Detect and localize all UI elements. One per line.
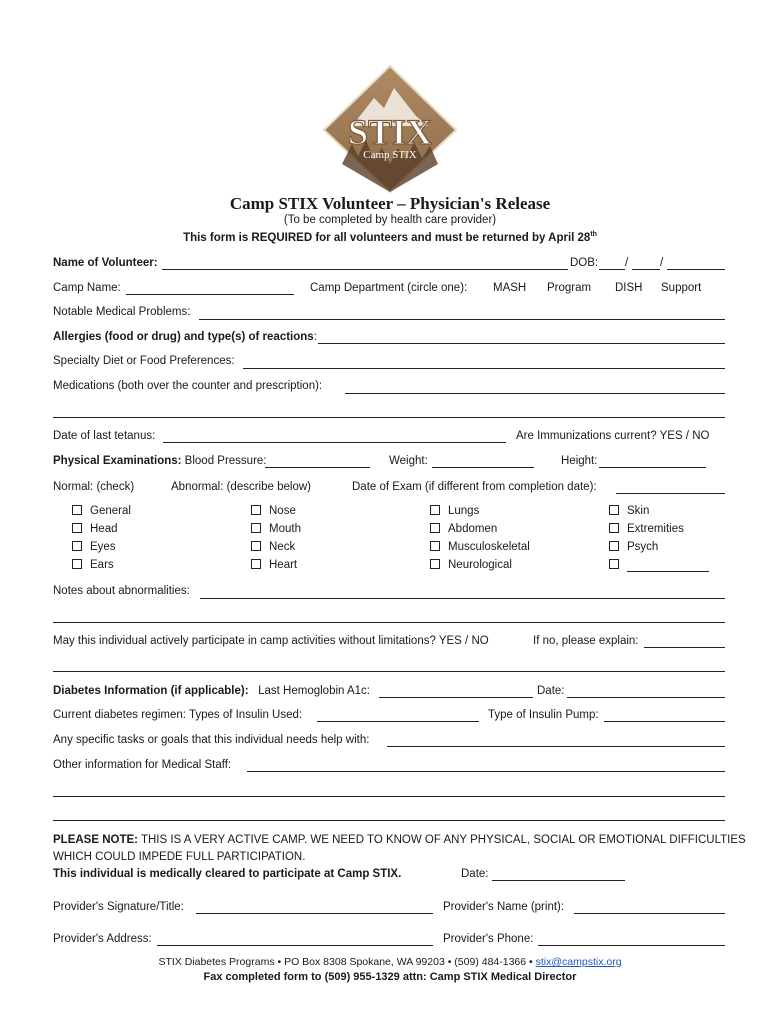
exam-date-field[interactable] — [616, 493, 725, 494]
diabetes-label: Diabetes Information (if applicable): — [53, 685, 249, 697]
exam-item[interactable] — [430, 505, 530, 523]
exam-item[interactable] — [251, 559, 301, 577]
provider-name-field[interactable] — [574, 913, 725, 914]
height-field[interactable] — [599, 467, 706, 468]
exam-col-2 — [251, 505, 301, 577]
allergies-label-wrap — [53, 331, 317, 343]
cleared-date-field[interactable] — [492, 880, 625, 881]
checkbox-icon[interactable] — [72, 523, 82, 533]
meds-label: Medications (both over the counter and prescription): — [53, 380, 323, 392]
checkbox-icon[interactable] — [609, 523, 619, 533]
height-label: Height: — [561, 455, 598, 467]
exam-other-field[interactable] — [627, 571, 709, 572]
explain-field-2[interactable] — [53, 671, 725, 672]
form-title: Camp STIX Volunteer – Physician's Release — [229, 194, 551, 213]
svg-text:Camp STIX: Camp STIX — [363, 149, 417, 161]
provider-address-field[interactable] — [157, 945, 433, 946]
footer-address-text: STIX Diabetes Programs • PO Box 8308 Spokane, WA 99203 • (509) 484-1366 • — [158, 956, 536, 968]
insulin-field[interactable] — [317, 721, 479, 722]
cleared-date-label: Date: — [461, 868, 489, 880]
exam-item[interactable] — [251, 523, 301, 541]
dept-label: Camp Department (circle one): — [310, 282, 468, 294]
pump-label: Type of Insulin Pump: — [488, 709, 599, 721]
camp-name-label: Camp Name: — [53, 282, 121, 294]
exam-item[interactable] — [72, 523, 131, 541]
svg-text:STIX: STIX — [347, 112, 433, 152]
weight-label: Weight: — [389, 455, 428, 467]
checkbox-icon[interactable] — [251, 541, 261, 551]
dob-slash-2: / — [660, 257, 664, 269]
checkbox-icon[interactable] — [430, 523, 440, 533]
exam-item-label: Musculoskeletal — [448, 541, 530, 553]
exam-item[interactable] — [72, 541, 131, 559]
exam-date-label: Date of Exam (if different from completion date): — [352, 481, 597, 493]
pump-field[interactable] — [604, 721, 725, 722]
provider-name-label: Provider's Name (print): — [443, 901, 565, 913]
weight-field[interactable] — [432, 467, 534, 468]
participate-label: May this individual actively participate in camp activities without limitations? YES / NO — [53, 635, 489, 647]
please-note-text-2: WHICH COULD IMPEDE FULL PARTICIPATION. — [53, 851, 306, 863]
tetanus-field[interactable] — [163, 442, 506, 443]
exam-item[interactable] — [251, 505, 301, 523]
a1c-date-field[interactable] — [567, 697, 725, 698]
exam-item[interactable] — [430, 541, 530, 559]
dob-slash-1: / — [625, 257, 629, 269]
allergies-field[interactable] — [318, 343, 725, 344]
required-note-sup: th — [590, 231, 597, 238]
exam-item-label: Ears — [90, 559, 114, 571]
allergies-label: Allergies (food or drug) and type(s) of reactions — [53, 331, 314, 343]
name-field[interactable] — [162, 269, 568, 270]
tasks-label: Any specific tasks or goals that this individual needs help with: — [53, 734, 370, 746]
provider-signature-field[interactable] — [196, 913, 433, 914]
notable-field[interactable] — [199, 319, 725, 320]
provider-signature-label: Provider's Signature/Title: — [53, 901, 184, 913]
exam-item-label: Lungs — [448, 505, 480, 517]
cleared-statement: This individual is medically cleared to participate at Camp STIX. — [53, 868, 402, 880]
dept-option-support[interactable]: Support — [661, 282, 702, 294]
footer-email-link[interactable]: stix@campstix.org — [535, 956, 622, 968]
regimen-label: Current diabetes regimen: Types of Insulin Used: — [53, 709, 303, 721]
bp-label: Blood Pressure: — [184, 455, 267, 467]
a1c-date-label: Date: — [537, 685, 565, 697]
provider-phone-label: Provider's Phone: — [443, 933, 534, 945]
exam-col-3 — [430, 505, 530, 577]
explain-label: If no, please explain: — [533, 635, 639, 647]
exam-item-label: Neurological — [448, 559, 512, 571]
exam-item[interactable] — [72, 559, 131, 577]
normal-label: Normal: (check) — [53, 481, 135, 493]
checkbox-icon[interactable] — [72, 541, 82, 551]
exam-item[interactable] — [609, 505, 684, 523]
a1c-label: Last Hemoglobin A1c: — [258, 685, 370, 697]
dob-month-field[interactable] — [599, 269, 625, 270]
provider-phone-field[interactable] — [538, 945, 725, 946]
checkbox-icon[interactable] — [251, 559, 261, 569]
checkbox-icon[interactable] — [72, 559, 82, 569]
dept-option-dish[interactable]: DISH — [615, 282, 643, 294]
exam-item-label: Neck — [269, 541, 296, 553]
meds-field-2[interactable] — [53, 417, 725, 418]
checkbox-icon[interactable] — [430, 559, 440, 569]
checkbox-icon[interactable] — [609, 541, 619, 551]
dob-label: DOB: — [570, 257, 599, 269]
exam-item-label: Eyes — [90, 541, 116, 553]
physical-exam-label: Physical Examinations: — [53, 455, 182, 467]
exam-item-label: Heart — [269, 559, 298, 571]
exam-item[interactable] — [430, 559, 530, 577]
checkbox-icon[interactable] — [251, 523, 261, 533]
allergies-colon: : — [313, 331, 317, 343]
a1c-field[interactable] — [379, 697, 533, 698]
name-label: Name of Volunteer: — [53, 257, 158, 269]
notes-label: Notes about abnormalities: — [53, 585, 190, 597]
provider-address-label: Provider's Address: — [53, 933, 152, 945]
other-info-field-3[interactable] — [53, 820, 725, 821]
please-note — [53, 834, 746, 846]
other-info-field[interactable] — [247, 771, 725, 772]
exam-item-label: Skin — [627, 505, 650, 517]
bp-field[interactable] — [265, 467, 370, 468]
dept-option-mash[interactable]: MASH — [493, 282, 527, 294]
immunizations-label: Are Immunizations current? YES / NO — [516, 430, 710, 442]
dept-option-program[interactable]: Program — [547, 282, 592, 294]
checkbox-icon[interactable] — [72, 505, 82, 515]
checkbox-icon[interactable] — [251, 505, 261, 515]
exam-item[interactable] — [609, 523, 684, 541]
other-info-label: Other information for Medical Staff: — [53, 759, 232, 771]
dob-year-field[interactable] — [667, 269, 725, 270]
diet-field[interactable] — [243, 368, 725, 369]
exam-item-label: General — [90, 505, 131, 517]
tasks-field[interactable] — [387, 746, 725, 747]
tetanus-label: Date of last tetanus: — [53, 430, 156, 442]
exam-item-label: Extremities — [627, 523, 684, 535]
exam-item[interactable] — [609, 541, 684, 559]
physical-exam-wrap — [53, 455, 267, 467]
footer-address — [0, 956, 770, 968]
exam-item-other[interactable] — [609, 559, 684, 577]
dob-day-field[interactable] — [632, 269, 660, 270]
please-note-text: THIS IS A VERY ACTIVE CAMP. WE NEED TO KNOW OF ANY PHYSICAL, SOCIAL OR EMOTIONAL DIFFICULTIES — [137, 834, 746, 846]
meds-field[interactable] — [345, 393, 725, 394]
exam-col-1 — [72, 505, 131, 577]
diet-label: Specialty Diet or Food Preferences: — [53, 355, 235, 367]
exam-item[interactable] — [430, 523, 530, 541]
exam-item-label: Mouth — [269, 523, 301, 535]
camp-name-field[interactable] — [126, 294, 294, 295]
exam-item[interactable] — [72, 505, 131, 523]
notes-field-2[interactable] — [53, 622, 725, 623]
exam-item-label: Psych — [627, 541, 659, 553]
exam-item-label: Nose — [269, 505, 296, 517]
camp-stix-logo — [322, 64, 458, 194]
checkbox-icon[interactable] — [609, 559, 619, 569]
form-subtitle: (To be completed by health care provider) — [283, 214, 497, 226]
other-info-field-2[interactable] — [53, 796, 725, 797]
notes-field[interactable] — [200, 598, 725, 599]
notable-label: Notable Medical Problems: — [53, 306, 191, 318]
diabetes-wrap — [53, 685, 370, 697]
exam-item[interactable] — [251, 541, 301, 559]
exam-item-label: Head — [90, 523, 118, 535]
please-note-label: PLEASE NOTE: — [53, 834, 138, 846]
exam-col-4 — [609, 505, 684, 577]
abnormal-label: Abnormal: (describe below) — [171, 481, 311, 493]
explain-field[interactable] — [644, 647, 725, 648]
required-note — [0, 231, 770, 244]
footer-fax: Fax completed form to (509) 955-1329 attn: Camp STIX Medical Director — [203, 971, 577, 983]
required-note-text: This form is REQUIRED for all volunteers and must be returned by April 28 — [183, 231, 591, 244]
checkbox-icon[interactable] — [430, 541, 440, 551]
checkbox-icon[interactable] — [609, 505, 619, 515]
exam-item-label: Abdomen — [448, 523, 498, 535]
checkbox-icon[interactable] — [430, 505, 440, 515]
